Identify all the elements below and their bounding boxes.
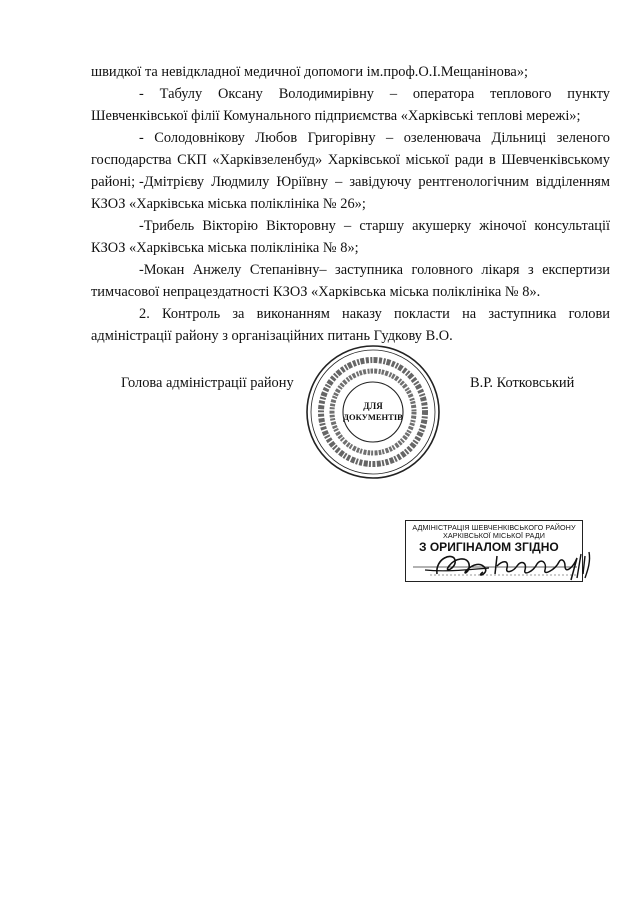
paragraph-dmitrieva: -Дмітрієву Людмилу Юріївну – завідуючу рентгенологічним відділенням КЗОЗ «Харківська міська поліклініка № 26»; [91, 174, 610, 212]
official-seal [303, 342, 443, 482]
signature-name: В.Р. Котковський [470, 375, 575, 391]
paragraph-trybel: -Трибель Вікторію Вікторовну – старшу акушерку жіночої консультації КЗОЗ «Харківська міська поліклініка № 8»; [91, 218, 610, 256]
stamp-line-3: З ОРИГІНАЛОМ ЗГІДНО [419, 540, 559, 554]
paragraph-tabula: - Табулу Оксану Володимирівну – оператора теплового пункту Шевченківської філії Комунального підприємства «Харківські теплові мережі»; [91, 86, 610, 124]
stamp-line-2: ХАРКІВСЬКОЇ МІСЬКОЇ РАДИ [442, 531, 546, 540]
paragraph-control: 2. Контроль за виконанням наказу покласти на заступника голови адміністрації району з організаційних питань Гудкову В.О. [91, 306, 610, 344]
seal-text-1: ДЛЯ [363, 401, 383, 411]
paragraph-solodovnikova: - Солодовнікову Любов Григорівну – озеленювача Дільниці зеленого господарства СКП «Харківзеленбуд» Харківської міської ради в Шевченківському районі; [91, 130, 610, 190]
paragraph-mokan: -Мокан Анжелу Степанівну– заступника головного лікаря з експертизи тимчасової непрацездатності КЗОЗ «Харківська міська поліклініка № 8». [91, 262, 610, 300]
seal-text-2: ДОКУМЕНТІВ [343, 412, 403, 422]
handwritten-signature [405, 544, 605, 602]
signature-role: Голова адміністрації району [121, 375, 294, 391]
stamp-line-1: АДМІНІСТРАЦІЯ ШЕВЧЕНКІВСЬКОГО РАЙОНУ [412, 523, 576, 532]
paragraph-continuation: швидкої та невідкладної медичної допомоги ім.проф.О.І.Мещанінова»; [91, 64, 529, 80]
